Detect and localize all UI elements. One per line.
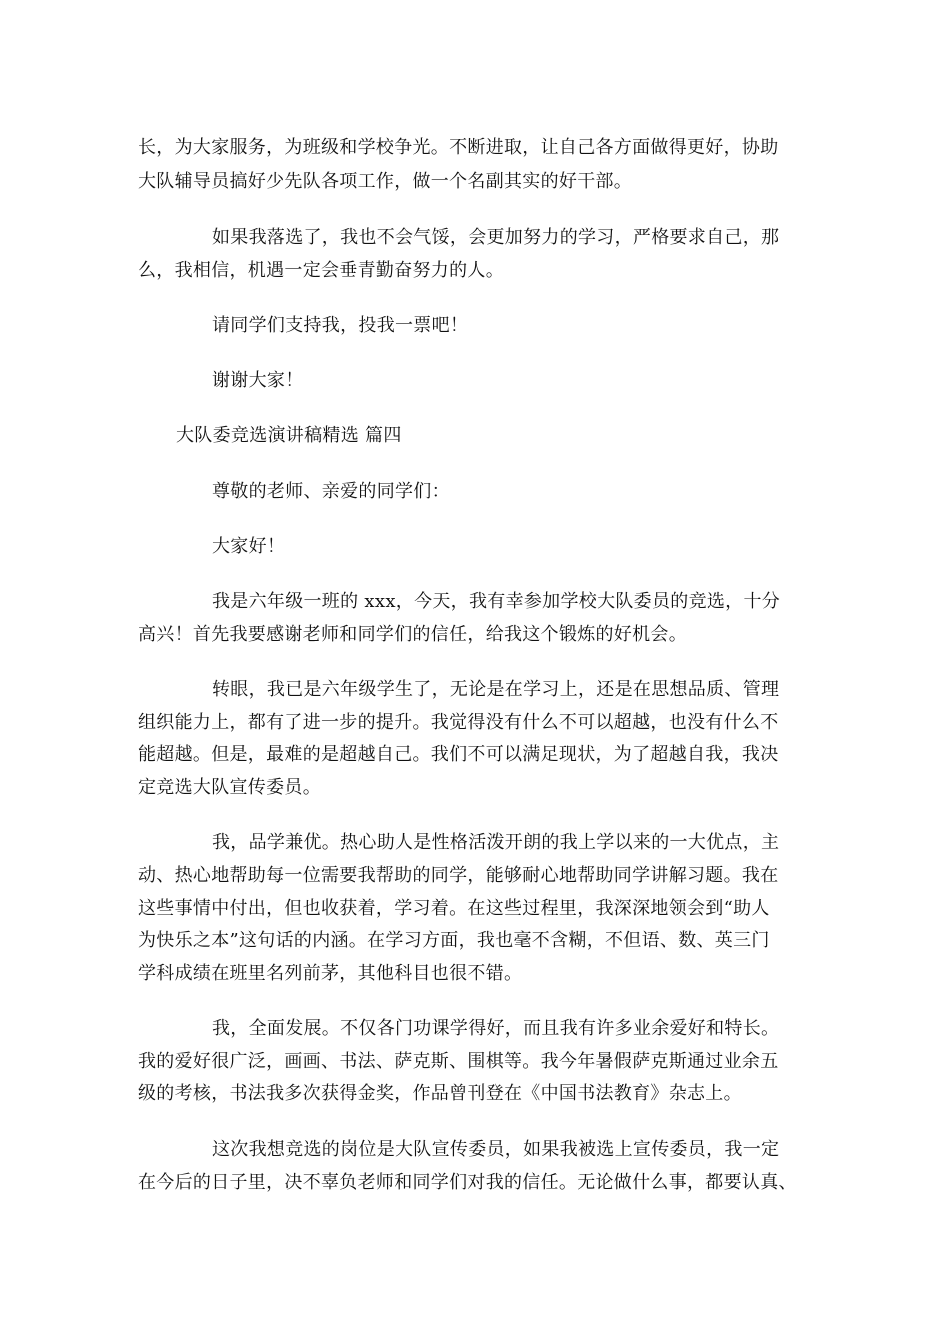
text-line: 这次我想竞选的岗位是大队宣传委员，如果我被选上宣传委员，我一定: [212, 1139, 780, 1160]
text-line: 在今后的日子里，决不辜负老师和同学们对我的信任。无论做什么事，都要认真、: [138, 1172, 797, 1193]
text-line: 转眼，我已是六年级学生了，无论是在学习上，还是在思想品质、管理: [212, 679, 780, 700]
text-line: 我的爱好很广泛，画画、书法、萨克斯、围棋等。我今年暑假萨克斯通过业余五: [138, 1051, 779, 1072]
text-line: 高兴！首先我要感谢老师和同学们的信任，给我这个锻炼的好机会。: [138, 624, 687, 645]
text-line: 为快乐之本”这句话的内涵。在学习方面，我也毫不含糊，不但语、数、英三门: [138, 930, 770, 951]
text-line: 长，为大家服务，为班级和学校争光。不断进取，让自己各方面做得更好，协助: [138, 137, 779, 158]
section-heading: 大队委竞选演讲稿精选 篇四: [176, 425, 402, 446]
text-line: 动、热心地帮助每一位需要我帮助的同学，能够耐心地帮助同学讲解习题。我在: [138, 865, 779, 886]
text-line: 我，品学兼优。热心助人是性格活泼开朗的我上学以来的一大优点，主: [212, 832, 780, 853]
greeting: 大家好！: [212, 536, 286, 557]
text-line: 我是六年级一班的 xxx，今天，我有幸参加学校大队委员的竞选，十分: [212, 591, 781, 612]
text-line: 级的考核，书法我多次获得金奖，作品曾刊登在《中国书法教育》杂志上。: [138, 1083, 742, 1104]
text-line: 这些事情中付出，但也收获着，学习着。在这些过程里，我深深地领会到“助人: [138, 898, 770, 919]
text-line: 如果我落选了，我也不会气馁，会更加努力的学习，严格要求自己，那: [212, 227, 780, 248]
text-line: 大队辅导员搞好少先队各项工作，做一个名副其实的好干部。: [138, 171, 633, 192]
text-line: 学科成绩在班里名列前茅，其他科目也很不错。: [138, 963, 523, 984]
salutation: 尊敬的老师、亲爱的同学们：: [212, 481, 450, 502]
text-line: 谢谢大家！: [212, 370, 304, 391]
text-line: 能超越。但是，最难的是超越自己。我们不可以满足现状，为了超越自我，我决: [138, 744, 779, 765]
text-line: 定竞选大队宣传委员。: [138, 777, 321, 798]
text-line: 请同学们支持我，投我一票吧！: [212, 315, 469, 336]
text-line: 我，全面发展。不仅各门功课学得好，而且我有许多业余爱好和特长。: [212, 1018, 780, 1039]
text-line: 么，我相信，机遇一定会垂青勤奋努力的人。: [138, 260, 504, 281]
text-line: 组织能力上，都有了进一步的提升。我觉得没有什么不可以超越，也没有什么不: [138, 712, 779, 733]
